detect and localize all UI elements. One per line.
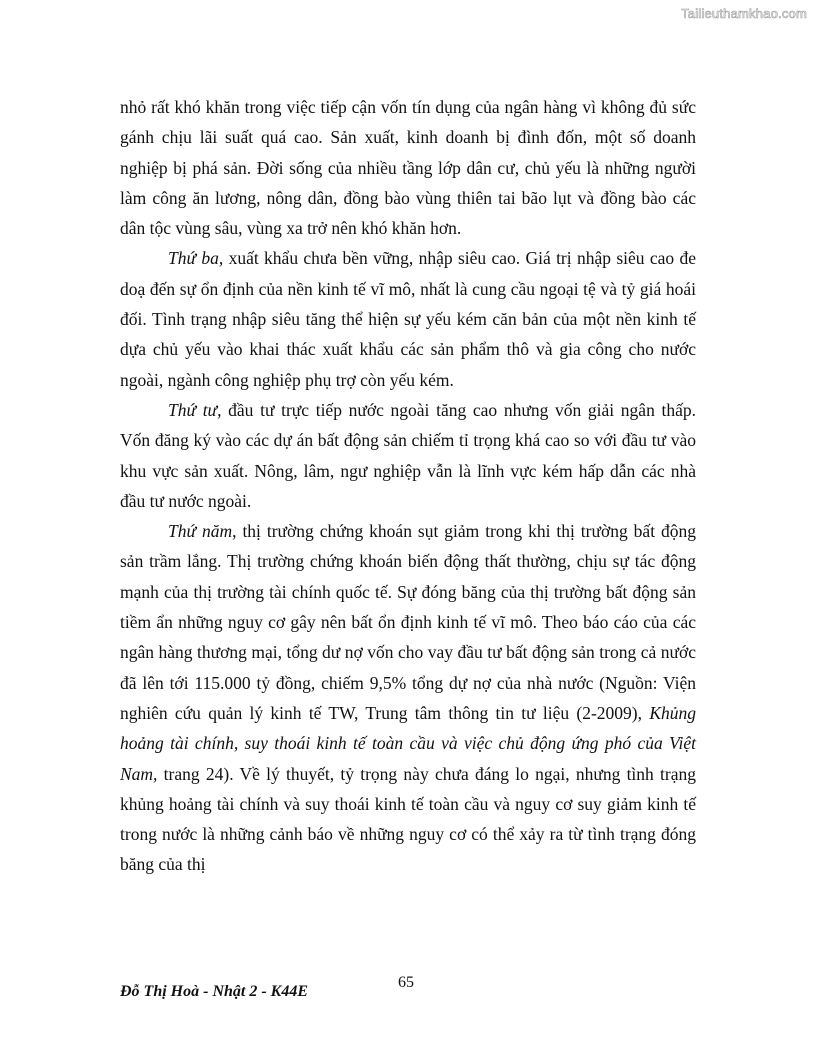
- paragraph-2: [120, 243, 696, 394]
- page-number: 65: [398, 974, 414, 991]
- paragraph-3: [120, 395, 696, 516]
- watermark-text: Tailieuthamkhao.com: [681, 6, 807, 21]
- paragraph-2-text: xuất khẩu chưa bền vững, nhập siêu cao. Giá trị nhập siêu cao đe doạ đến sự ổn định của nền kinh tế vĩ mô, nhất là cung cầu ngoại tệ và tỷ giá hoái đối. Tình trạng nhập siêu tăng thể hiện sự yếu kém căn bản của một nền kinh tế dựa chủ yếu vào khai thác xuất khẩu các sản phẩm thô và gia công cho nước ngoài, ngành công nghiệp phụ trợ còn yếu kém.: [120, 248, 696, 390]
- footer-author: Đỗ Thị Hoà - Nhật 2 - K44E: [120, 983, 309, 1000]
- paragraph-1: [120, 92, 696, 243]
- document-body: [120, 92, 696, 880]
- paragraph-3-heading: Thứ tư,: [168, 399, 222, 420]
- paragraph-4: [120, 516, 696, 880]
- paragraph-4-text-continued: trang 24). Về lý thuyết, tỷ trọng này chưa đáng lo ngại, nhưng tình trạng khủng hoảng tài chính và suy thoái kinh tế toàn cầu và nguy cơ suy giảm kinh tế trong nước là những cảnh báo về những nguy cơ có thể xảy ra từ tình trạng đóng băng của thị: [120, 763, 696, 875]
- paragraph-4-citation-title: Khủng hoảng tài chính, suy thoái kinh tế toàn cầu và việc chủ động ứng phó của Việt Nam,: [120, 702, 696, 784]
- paragraph-1-text: nhỏ rất khó khăn trong việc tiếp cận vốn tín dụng của ngân hàng vì không đủ sức gánh chịu lãi suất quá cao. Sản xuất, kinh doanh bị đình đốn, một số doanh nghiệp bị phá sản. Đời sống của nhiều tầng lớp dân cư, chủ yếu là những người làm công ăn lương, nông dân, đồng bào vùng thiên tai bão lụt và đồng bào các dân tộc vùng sâu, vùng xa trở nên khó khăn hơn.: [120, 97, 696, 239]
- paragraph-4-heading: Thứ năm: [168, 521, 233, 542]
- paragraph-4-text: , thị trường chứng khoán sụt giảm trong khi thị trường bất động sản trầm lắng. Thị trường chứng khoán biến động thất thường, chịu sự tác động mạnh của thị trường tài chính quốc tế. Sự đóng băng của thị trường bất động sản tiềm ẩn những nguy cơ gây nên bất ổn định kinh tế vĩ mô. Theo báo cáo của các ngân hàng thương mại, tổng dư nợ vốn cho vay đầu tư bất động sản trong cả nước đã lên tới 115.000 tỷ đồng, chiếm 9,5% tổng dự nợ của nhà nước (Nguồn: Viện nghiên cứu quản lý kinh tế TW, Trung tâm thông tin tư liệu (2-2009),: [120, 521, 697, 723]
- paragraph-2-heading: Thứ ba,: [168, 248, 224, 269]
- paragraph-3-text: đầu tư trực tiếp nước ngoài tăng cao nhưng vốn giải ngân thấp. Vốn đăng ký vào các dự án bất động sản chiếm tỉ trọng khá cao so với đầu tư vào khu vực sản xuất. Nông, lâm, ngư nghiệp vẫn là lĩnh vực kém hấp dẫn các nhà đầu tư nước ngoài.: [120, 399, 696, 511]
